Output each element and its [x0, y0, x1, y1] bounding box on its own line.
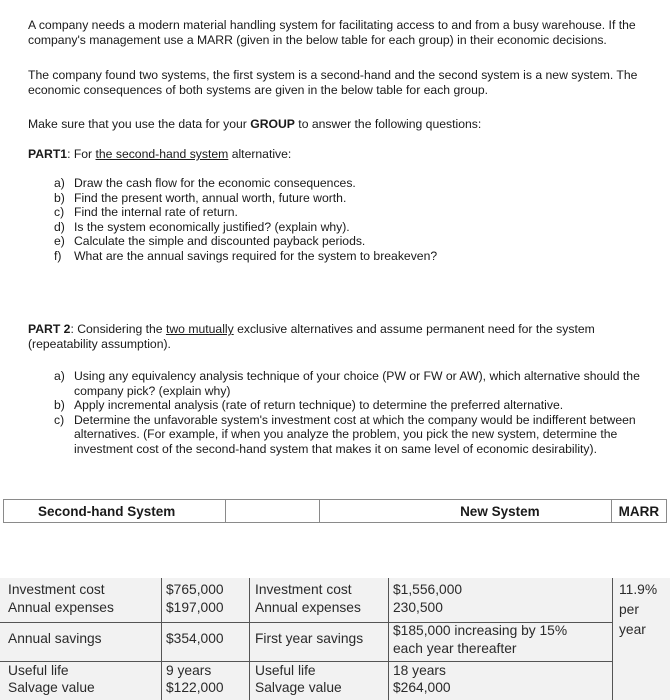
- list-item: [54, 220, 437, 235]
- new-value-salvage: $264,000: [393, 680, 451, 695]
- item-marker: b): [54, 398, 65, 413]
- marr-unit-year: year: [619, 622, 646, 637]
- item-text: investment cost of the second-hand system that makes it on same level of economic desirability).: [74, 441, 597, 456]
- sh-value-life: 9 years: [166, 663, 212, 678]
- item-text: Is the system economically justified? (explain why).: [74, 219, 350, 234]
- new-label-investment: Investment cost: [255, 582, 352, 597]
- item-marker: f): [54, 248, 62, 263]
- item-marker: a): [54, 369, 65, 383]
- part1-heading: [28, 147, 291, 162]
- new-value-investment: $1,556,000: [393, 582, 463, 597]
- header-marr: MARR: [611, 500, 666, 523]
- part2-heading: [28, 322, 595, 352]
- item-text: Determine the unfavorable system's investment cost at which the company would be indifferent between: [74, 412, 636, 427]
- part2-list: [54, 369, 640, 457]
- intro-p3-post: to answer the following questions:: [294, 117, 482, 131]
- part2-underlined: two mutually: [165, 322, 234, 336]
- systems-header-table: [3, 499, 667, 523]
- list-item: [54, 249, 437, 264]
- list-item: [54, 205, 437, 220]
- item-text: Using any equivalency analysis technique of your choice (PW or FW or AW), which alternative should the: [74, 369, 640, 383]
- item-text: Apply incremental analysis (rate of return technique) to determine the preferred alternative.: [74, 398, 564, 413]
- sh-label-life: Useful life: [8, 663, 69, 678]
- sh-label-savings: Annual savings: [8, 631, 102, 646]
- list-item: [54, 234, 437, 249]
- sh-label-expenses: Annual expenses: [8, 600, 114, 615]
- part1-post: alternative:: [228, 147, 292, 161]
- column-divider: [388, 578, 389, 700]
- new-label-savings: First year savings: [255, 631, 364, 646]
- sh-label-investment: Investment cost: [8, 582, 105, 597]
- intro-p2-line2: economic consequences of both systems are given in the below table for each group.: [28, 83, 489, 97]
- item-text: company pick? (explain why): [74, 383, 231, 398]
- item-text: Draw the cash flow for the economic consequences.: [74, 176, 356, 190]
- sh-value-salvage: $122,000: [166, 680, 224, 695]
- part2-post: exclusive alternatives and assume permanent need for the system: [233, 322, 595, 336]
- intro-paragraph-2: [28, 68, 637, 98]
- item-text: Find the present worth, annual worth, future worth.: [74, 190, 347, 205]
- item-text: What are the annual savings required for the system to breakeven?: [74, 248, 438, 263]
- header-second-hand: Second-hand System: [4, 500, 226, 523]
- intro-paragraph-1: [28, 18, 636, 48]
- intro-paragraph-3: [28, 117, 481, 132]
- list-item: [54, 369, 640, 398]
- new-value-savings-line1: $185,000 increasing by 15%: [393, 623, 568, 638]
- group-bold: GROUP: [250, 117, 295, 131]
- item-marker: e): [54, 234, 65, 249]
- list-item: [54, 398, 640, 413]
- part2-pre: : Considering the: [70, 322, 166, 336]
- marr-value: 11.9%: [619, 582, 658, 597]
- item-marker: b): [54, 190, 65, 205]
- marr-unit-per: per: [619, 602, 639, 617]
- intro-p1-line2: company's management use a MARR (given in the below table for each group) in their economic decisions.: [28, 33, 607, 47]
- new-value-savings-line2: each year thereafter: [393, 641, 517, 656]
- item-marker: c): [54, 412, 65, 427]
- sh-value-investment: $765,000: [166, 582, 224, 597]
- sh-label-salvage: Salvage value: [8, 680, 95, 695]
- new-value-expenses: 230,500: [393, 600, 443, 615]
- header-gap: [226, 500, 320, 523]
- intro-p1-line1: A company needs a modern material handling system for facilitating access to and from a busy warehouse. If the: [28, 18, 636, 32]
- new-label-life: Useful life: [255, 663, 316, 678]
- part2-line2: (repeatability assumption).: [28, 337, 171, 351]
- part1-pre: : For: [67, 147, 96, 161]
- part1-list: [54, 176, 437, 264]
- header-new-system: New System: [320, 500, 612, 523]
- intro-p2-line1: The company found two systems, the first system is a second-hand and the second system is a new system. The: [28, 68, 638, 82]
- new-label-expenses: Annual expenses: [255, 600, 361, 615]
- item-marker: d): [54, 219, 65, 234]
- list-item: [54, 413, 640, 457]
- item-text: alternatives. (For example, if when you analyze the problem, you pick the new system, determine the: [74, 427, 618, 442]
- list-item: [54, 176, 437, 191]
- systems-data-table: [0, 578, 670, 700]
- column-divider: [612, 578, 613, 700]
- sh-value-expenses: $197,000: [166, 600, 224, 615]
- part1-underlined: the second-hand system: [95, 147, 229, 161]
- item-marker: a): [54, 176, 65, 190]
- column-divider: [161, 578, 162, 700]
- item-text: Calculate the simple and discounted payback periods.: [74, 234, 366, 249]
- intro-p3-pre: Make sure that you use the data for your: [28, 117, 251, 131]
- item-marker: c): [54, 205, 65, 220]
- item-text: Find the internal rate of return.: [74, 205, 238, 220]
- part2-label: PART 2: [28, 322, 71, 336]
- list-item: [54, 191, 437, 206]
- part1-label: PART1: [28, 147, 68, 161]
- sh-value-savings: $354,000: [166, 631, 224, 646]
- new-value-life: 18 years: [393, 663, 446, 678]
- row-divider: [0, 661, 612, 662]
- new-label-salvage: Salvage value: [255, 680, 342, 695]
- column-divider: [249, 578, 250, 700]
